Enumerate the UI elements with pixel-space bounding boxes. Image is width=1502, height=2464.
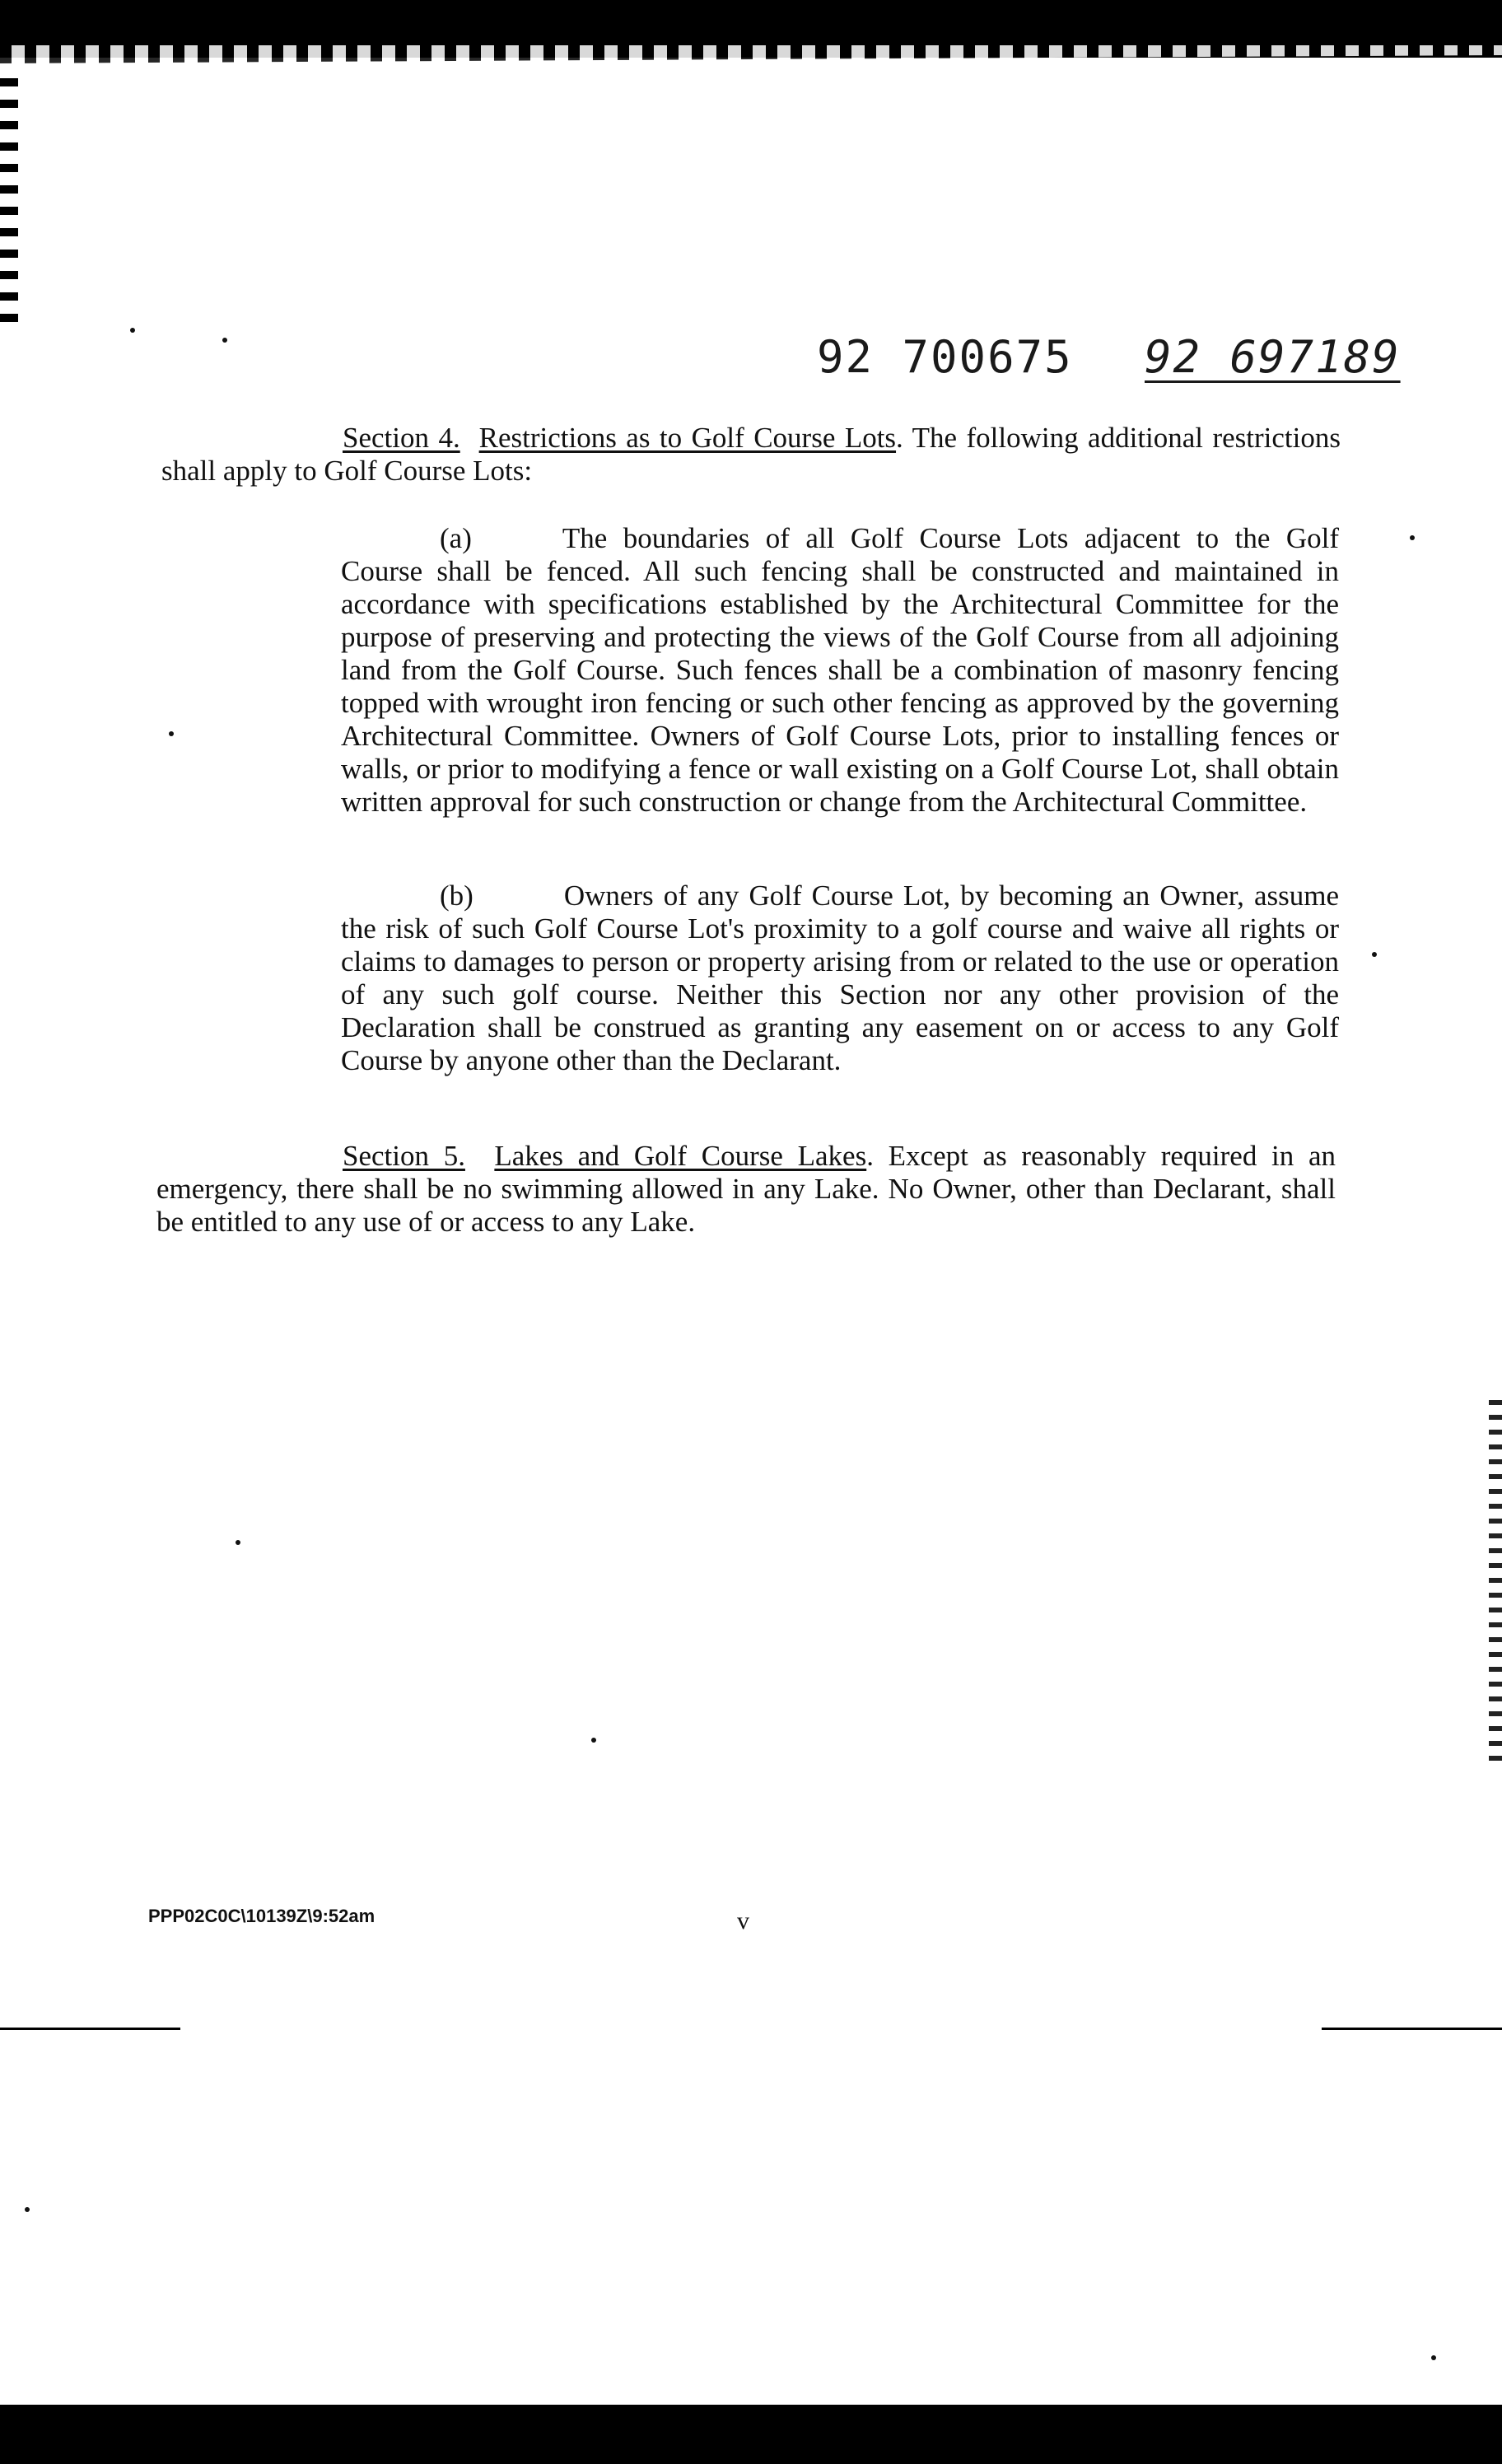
document-number-stamped: 92 697189 bbox=[1145, 331, 1401, 383]
paragraph-b bbox=[341, 880, 1339, 1077]
paragraph-a-text: The boundaries of all Golf Course Lots adjacent to the Golf Course shall be fenced. All such fencing shall be constructed and maintained in accordance with specifications established by the Architectural Committee for the purpose of preserving and protecting the views of the Golf Course from all adjoining land from the Golf Course. Such fences shall be a combination of masonry fencing topped with wrought iron fencing or such other fencing as approved by the governing Architectural Committee. Owners of Golf Course Lots, prior to installing fences or walls, or prior to modifying a fence or wall existing on a Golf Course Lot, shall obtain written approval for such construction or change from the Architectural Committee. bbox=[341, 522, 1339, 818]
scan-speck bbox=[591, 1738, 596, 1743]
paragraph-a-label: (a) bbox=[440, 522, 472, 554]
section-4-title: Restrictions as to Golf Course Lots bbox=[478, 422, 897, 454]
right-margin-scan-marks bbox=[1489, 1400, 1502, 1771]
scan-bottom-edge bbox=[0, 2405, 1502, 2464]
scan-speck bbox=[25, 2207, 30, 2212]
section-4-paragraph bbox=[161, 422, 1341, 488]
scan-speck bbox=[222, 338, 227, 343]
section-5-text: . Except as reasonably required in an emergency, there shall be no swimming allowed in any Lake. No Owner, other than Declarant, shall be entitled to any use of or access to any Lake. bbox=[156, 1140, 1336, 1238]
left-margin-scan-marks bbox=[0, 78, 18, 325]
scan-speck bbox=[1372, 952, 1377, 957]
scan-speck bbox=[1431, 2355, 1436, 2360]
section-5-title: Lakes and Golf Course Lakes bbox=[494, 1140, 867, 1172]
document-number-typed: 92 700675 bbox=[817, 331, 1073, 383]
section-4-label: Section 4. bbox=[343, 422, 460, 454]
scan-artifact-line bbox=[0, 2028, 1502, 2030]
scan-speck bbox=[169, 731, 174, 736]
paragraph-b-text: Owners of any Golf Course Lot, by becoming an Owner, assume the risk of such Golf Course Lot's proximity to a golf course and waive all rights or claims to damages to person or property arising from or related to the use or operation of any such golf course. Neither this Section nor any other provision of the Declaration shall be construed as granting any easement on or access to any Golf Course by anyone other than the Declarant. bbox=[341, 880, 1339, 1076]
section-4-intro: . The following additional restrictions shall apply to Golf Course Lots: bbox=[161, 422, 1341, 487]
scan-speck bbox=[236, 1540, 240, 1545]
paragraph-b-label: (b) bbox=[440, 880, 473, 912]
scan-speck bbox=[1410, 535, 1415, 540]
scan-speck bbox=[130, 328, 135, 333]
page-number: v bbox=[737, 1907, 749, 1934]
section-5-label: Section 5. bbox=[343, 1140, 465, 1172]
paragraph-a bbox=[341, 522, 1339, 819]
footer-document-code: PPP02C0C\10139Z\9:52am bbox=[148, 1906, 376, 1926]
scan-top-edge-noise bbox=[0, 45, 1502, 78]
section-5-paragraph bbox=[156, 1140, 1336, 1239]
